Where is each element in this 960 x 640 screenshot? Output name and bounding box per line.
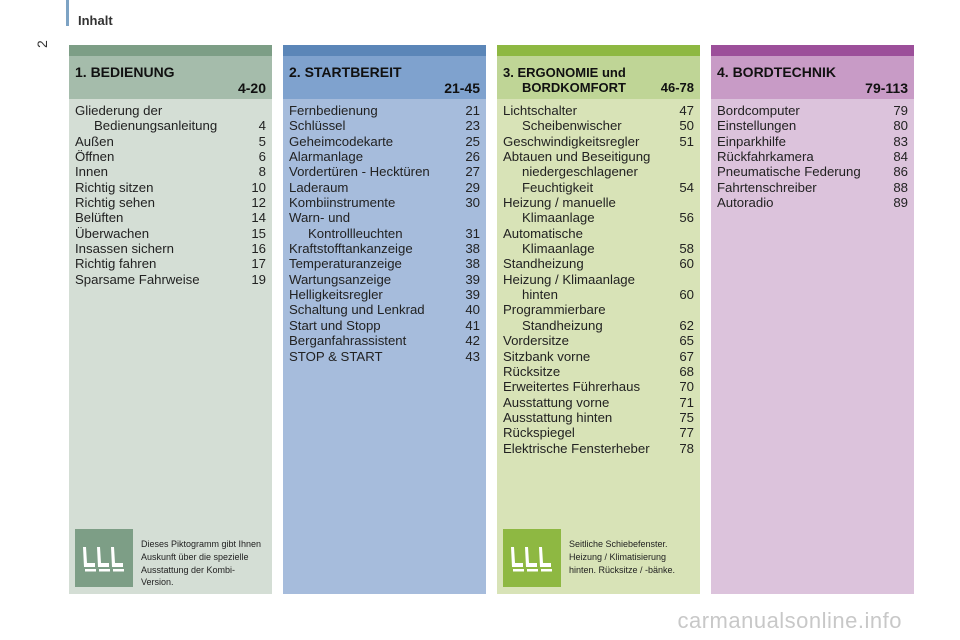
toc-column-4	[711, 45, 914, 594]
toc-entry-label: Klimaanlage	[522, 210, 595, 226]
toc-entry[interactable]	[75, 134, 266, 149]
toc-entry[interactable]	[503, 349, 694, 364]
toc-entry-page: 70	[679, 379, 694, 395]
toc-entry-page: 40	[465, 302, 480, 318]
toc-entry-page: 75	[679, 409, 694, 425]
toc-entry-label: Öffnen	[75, 149, 115, 165]
toc-entry-page: 68	[679, 363, 694, 379]
toc-entry[interactable]	[289, 241, 480, 256]
toc-entry-page: 58	[679, 241, 694, 257]
toc-entry-page: 39	[465, 271, 480, 287]
toc-entry-label: Richtig sehen	[75, 195, 155, 211]
chapter-title-line2[interactable]: BORDKOMFORT	[522, 80, 626, 95]
seats-pictogram-icon	[75, 529, 133, 587]
toc-entry-page: 26	[465, 149, 480, 165]
toc-entry-page: 67	[679, 348, 694, 364]
chapter-title[interactable]: 1. BEDIENUNG	[75, 64, 175, 80]
toc-entry-label: Geschwindigkeitsregler	[503, 133, 640, 149]
pictogram-note	[503, 529, 695, 587]
toc-entry-label: Rücksitze	[503, 363, 561, 379]
toc-entry[interactable]	[717, 118, 908, 133]
toc-entry[interactable]	[717, 164, 908, 179]
toc-entry[interactable]	[503, 379, 694, 394]
toc-entry-label: Scheibenwischer	[522, 118, 622, 134]
toc-entry-page: 17	[251, 256, 266, 272]
column-header	[497, 56, 700, 99]
toc-entry[interactable]	[75, 226, 266, 241]
toc-entry[interactable]	[503, 134, 694, 149]
toc-entry[interactable]	[289, 256, 480, 271]
toc-entry-label: Belüften	[75, 210, 124, 226]
column-header	[711, 56, 914, 99]
toc-entry[interactable]	[289, 333, 480, 348]
toc-entry-page: 27	[465, 164, 480, 180]
toc-entry[interactable]	[717, 134, 908, 149]
toc-entry-label: Überwachen	[75, 225, 150, 241]
toc-entry[interactable]	[289, 272, 480, 287]
toc-entry-page: 60	[679, 287, 694, 303]
toc-entry-page: 88	[893, 179, 908, 195]
toc-entry-label: Alarmanlage	[289, 149, 364, 165]
toc-entry-page: 80	[893, 118, 908, 134]
page-header-title: Inhalt	[78, 13, 113, 28]
toc-entry[interactable]	[503, 441, 694, 456]
chapter-page-range[interactable]: 46-78	[660, 80, 694, 95]
toc-entry-label: Bordcomputer	[717, 103, 800, 118]
toc-entry[interactable]	[75, 164, 266, 179]
toc-entry-list	[503, 103, 694, 456]
toc-entry[interactable]	[75, 241, 266, 256]
toc-entry-label: Standheizung	[522, 317, 603, 333]
toc-entry-label: Ausstattung hinten	[503, 409, 613, 425]
toc-entry-label: Sitzbank vorne	[503, 348, 591, 364]
toc-entry[interactable]	[289, 349, 480, 364]
toc-entry[interactable]	[503, 410, 694, 425]
toc-entry-label: Außen	[75, 133, 114, 149]
toc-entry-list	[289, 103, 480, 364]
toc-entry[interactable]	[289, 134, 480, 149]
toc-entry-page: 8	[258, 164, 266, 180]
toc-entry-page: 6	[258, 149, 266, 165]
toc-entry-label: Kombiinstrumente	[289, 195, 396, 211]
toc-entry-label: Sparsame Fahrweise	[75, 271, 200, 287]
chapter-page-range[interactable]: 4-20	[237, 80, 266, 96]
toc-entry-page: 47	[679, 103, 694, 118]
toc-entry-label: Feuchtigkeit	[522, 179, 594, 195]
toc-entry-label: Automatische	[503, 225, 583, 241]
toc-entry-label: Start und Stopp	[289, 317, 381, 333]
toc-entry-page: 21	[465, 103, 480, 118]
toc-entry[interactable]	[75, 103, 266, 134]
toc-entry-page: 50	[679, 118, 694, 134]
toc-entry[interactable]	[289, 210, 480, 241]
chapter-title[interactable]: 4. BORDTECHNIK	[717, 64, 837, 80]
toc-entry[interactable]	[503, 425, 694, 440]
toc-entry-page: 77	[679, 425, 694, 441]
toc-entry-label: niedergeschlagener	[522, 164, 638, 180]
toc-entry[interactable]	[717, 149, 908, 164]
column-header	[69, 56, 272, 99]
toc-entry-label: Einstellungen	[717, 118, 797, 134]
toc-entry[interactable]	[289, 149, 480, 164]
header-accent-bar	[66, 0, 69, 26]
watermark: carmanualsonline.info	[677, 608, 902, 633]
toc-entry-label: Klimaanlage	[522, 241, 595, 257]
toc-entry[interactable]	[503, 395, 694, 410]
toc-entry-page: 30	[465, 195, 480, 211]
toc-entry-page: 84	[893, 149, 908, 165]
toc-entry[interactable]	[503, 272, 694, 303]
toc-entry[interactable]	[717, 103, 908, 118]
column-header	[283, 56, 486, 99]
toc-entry-page: 39	[465, 287, 480, 303]
toc-entry-label: Rückspiegel	[503, 425, 575, 441]
toc-entry-label: Vordertüren - Hecktüren	[289, 164, 430, 180]
seats-pictogram-icon	[503, 529, 561, 587]
toc-entry[interactable]	[75, 256, 266, 271]
toc-entry[interactable]	[289, 318, 480, 333]
chapter-page-range[interactable]: 79-113	[865, 80, 908, 96]
toc-entry[interactable]	[75, 180, 266, 195]
toc-entry-page: 71	[679, 394, 694, 410]
toc-entry-label: STOP & START	[289, 348, 383, 364]
toc-entry-label: Kraftstofftankanzeige	[289, 241, 413, 257]
toc-entry-page: 65	[679, 333, 694, 349]
column-color-strip	[283, 45, 486, 56]
toc-entry-page: 42	[465, 333, 480, 349]
toc-entry-label: Helligkeitsregler	[289, 287, 383, 303]
toc-entry-label: Innen	[75, 164, 109, 180]
toc-entry[interactable]	[289, 118, 480, 133]
toc-entry-label: Fernbedienung	[289, 103, 378, 118]
toc-entry-page: 29	[465, 179, 480, 195]
toc-entry-page: 78	[679, 440, 694, 456]
toc-entry-label: Laderaum	[289, 179, 349, 195]
toc-entry-label: Wartungsanzeige	[289, 271, 392, 287]
toc-entry-label: Schaltung und Lenkrad	[289, 302, 425, 318]
toc-entry-page: 31	[465, 225, 480, 241]
toc-entry-page: 79	[893, 103, 908, 118]
toc-entry[interactable]	[503, 333, 694, 348]
toc-entry[interactable]	[289, 195, 480, 210]
toc-entry-label: Richtig sitzen	[75, 179, 154, 195]
page-number: 2	[34, 40, 50, 48]
toc-entry-list	[75, 103, 266, 287]
toc-entry-page: 62	[679, 317, 694, 333]
toc-entry-label: Heizung / Klimaanlage	[503, 271, 635, 287]
pictogram-note	[75, 529, 267, 587]
toc-entry[interactable]	[75, 149, 266, 164]
toc-entry-label: Autoradio	[717, 195, 774, 211]
chapter-title[interactable]: 2. STARTBEREIT	[289, 64, 402, 80]
toc-entry-label: Insassen sichern	[75, 241, 174, 257]
toc-entry[interactable]	[503, 195, 694, 226]
toc-entry-label: Heizung / manuelle	[503, 195, 616, 211]
toc-entry-page: 56	[679, 210, 694, 226]
toc-entry[interactable]	[503, 302, 694, 333]
toc-entry-label: Erweitertes Führerhaus	[503, 379, 641, 395]
toc-entry[interactable]	[503, 364, 694, 379]
toc-entry[interactable]	[503, 149, 694, 195]
toc-entry[interactable]	[717, 195, 908, 210]
toc-entry-label: Fahrtenschreiber	[717, 179, 817, 195]
toc-entry-page: 83	[893, 133, 908, 149]
toc-entry[interactable]	[289, 103, 480, 118]
toc-entry-page: 86	[893, 164, 908, 180]
toc-entry-page: 19	[251, 271, 266, 287]
toc-entry[interactable]	[75, 272, 266, 287]
toc-entry-page: 51	[679, 133, 694, 149]
column-color-strip	[497, 45, 700, 56]
toc-entry-label: Rückfahrkamera	[717, 149, 814, 165]
toc-entry-page: 60	[679, 256, 694, 272]
toc-column-3	[497, 45, 700, 594]
toc-column-2	[283, 45, 486, 594]
toc-entry-page: 16	[251, 241, 266, 257]
toc-entry-label: Bedienungsanleitung	[94, 118, 218, 134]
toc-entry[interactable]	[289, 180, 480, 195]
toc-entry-label: Elektrische Fensterheber	[503, 440, 650, 456]
toc-entry-label: Schlüssel	[289, 118, 346, 134]
toc-entry-label: Einparkhilfe	[717, 133, 786, 149]
toc-entry-label: Abtauen und Beseitigung	[503, 149, 651, 165]
toc-entry-label: Vordersitze	[503, 333, 569, 349]
toc-entry-page: 5	[258, 133, 266, 149]
toc-entry-label: hinten	[522, 287, 558, 303]
toc-entry-label: Pneumatische Federung	[717, 164, 861, 180]
toc-entry-page: 14	[251, 210, 266, 226]
pictogram-note-text: Dieses Piktogramm gibt Ihnen Auskunft über die spezielle Ausstattung der Kombi-Version.	[141, 539, 262, 588]
toc-entry[interactable]	[289, 164, 480, 179]
toc-entry-page: 43	[465, 348, 480, 364]
toc-entry-page: 15	[251, 225, 266, 241]
pictogram-note-text: Seitliche Schiebefenster. Heizung / Klimatisierung hinten. Rücksitze / -bänke.	[569, 539, 676, 575]
toc-entry-label: Warn- und	[289, 210, 351, 226]
toc-entry-page: 41	[465, 317, 480, 333]
toc-entry-page: 54	[679, 179, 694, 195]
toc-entry-page: 4	[258, 118, 266, 134]
chapter-page-range[interactable]: 21-45	[444, 80, 480, 96]
toc-entry-list	[717, 103, 908, 210]
toc-entry[interactable]	[289, 302, 480, 317]
toc-entry-page: 23	[465, 118, 480, 134]
toc-entry[interactable]	[503, 103, 694, 118]
toc-entry-label: Temperaturanzeige	[289, 256, 402, 272]
toc-entry-label: Standheizung	[503, 256, 584, 272]
toc-entry-page: 10	[251, 179, 266, 195]
toc-entry[interactable]	[75, 210, 266, 225]
toc-entry-page: 89	[893, 195, 908, 211]
toc-entry-page: 38	[465, 241, 480, 257]
toc-entry-label: Kontrollleuchten	[308, 225, 403, 241]
toc-entry-label: Geheimcodekarte	[289, 133, 394, 149]
chapter-title[interactable]: 3. ERGONOMIE und	[503, 65, 626, 80]
toc-entry-label: Lichtschalter	[503, 103, 578, 118]
toc-entry-label: Programmierbare	[503, 302, 606, 318]
toc-entry[interactable]	[503, 256, 694, 271]
toc-entry-label: Berganfahrassistent	[289, 333, 407, 349]
toc-entry[interactable]	[503, 118, 694, 133]
toc-column-1	[69, 45, 272, 594]
toc-entry-label: Ausstattung vorne	[503, 394, 610, 410]
toc-entry-label: Gliederung der	[75, 103, 163, 118]
toc-entry[interactable]	[75, 195, 266, 210]
column-color-strip	[69, 45, 272, 56]
toc-entry-page: 12	[251, 195, 266, 211]
toc-entry-page: 38	[465, 256, 480, 272]
toc-entry[interactable]	[503, 226, 694, 257]
column-color-strip	[711, 45, 914, 56]
toc-entry[interactable]	[289, 287, 480, 302]
toc-entry-label: Richtig fahren	[75, 256, 157, 272]
toc-entry-page: 25	[465, 133, 480, 149]
toc-entry[interactable]	[717, 180, 908, 195]
